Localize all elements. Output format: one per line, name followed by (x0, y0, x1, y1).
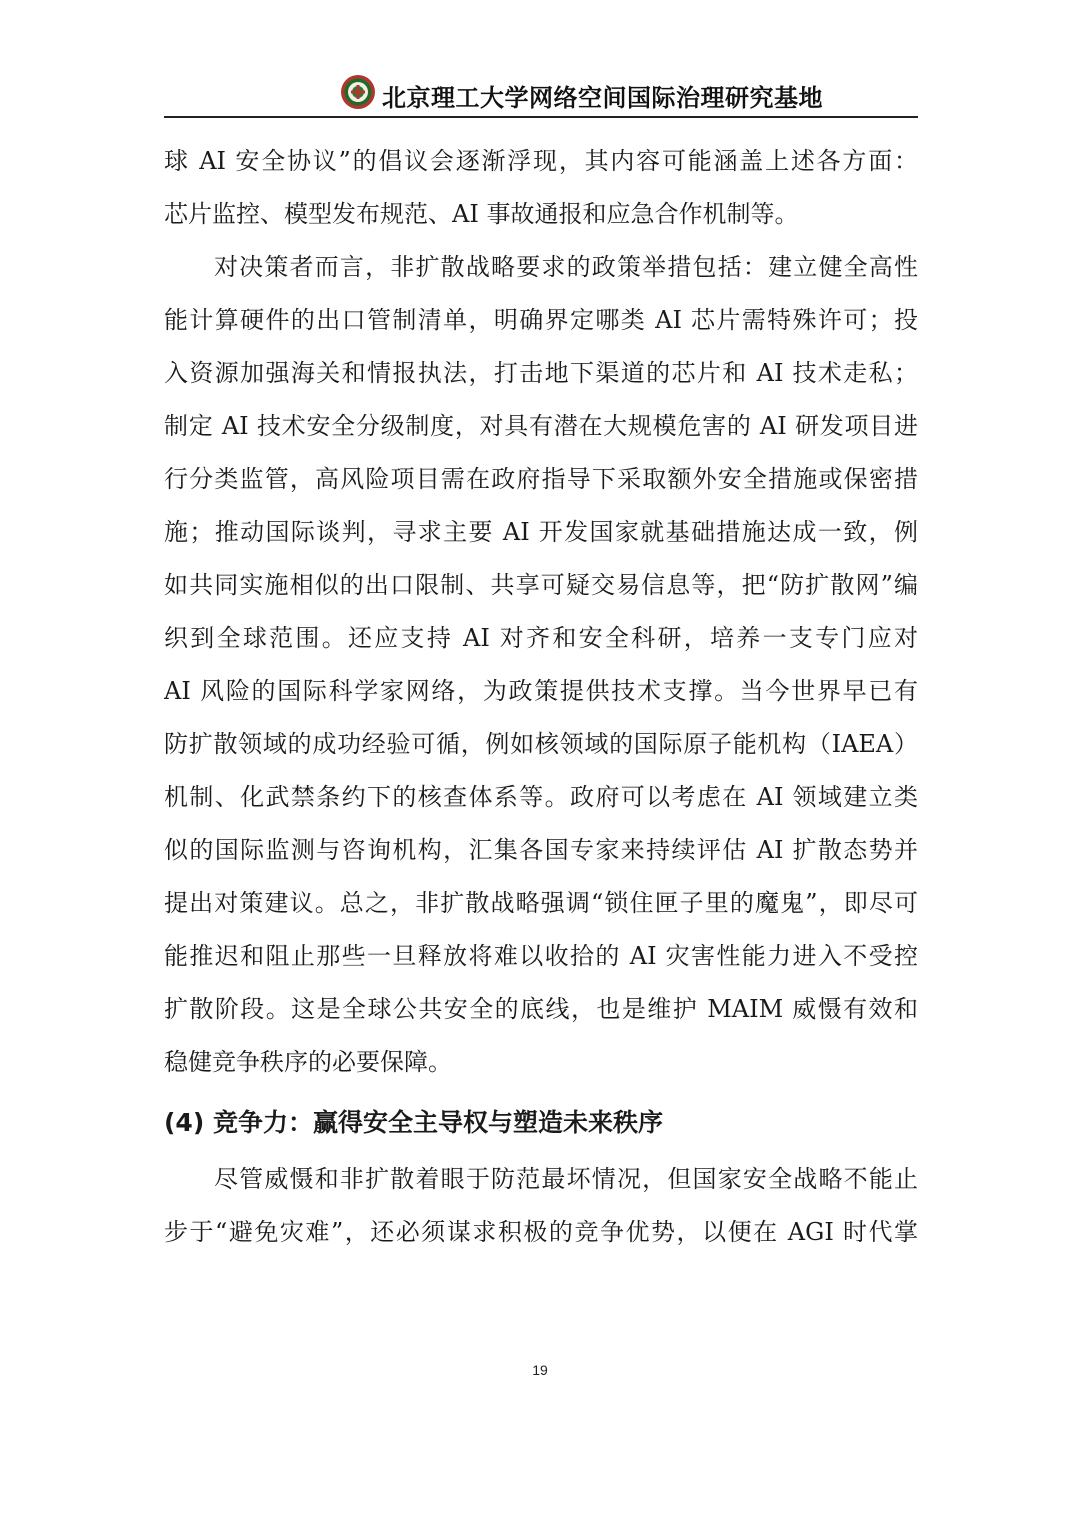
text-line: 球 AI 安全协议”的倡议会逐渐浮现，其内容可能涵盖上述各方面： (164, 147, 918, 175)
section-heading: (4) 竞争力：赢得安全主导权与塑造未来秩序 (164, 1108, 663, 1137)
text-line: 对决策者而言，非扩散战略要求的政策举措包括：建立健全高性 (214, 253, 918, 281)
text-line: 提出对策建议。总之，非扩散战略强调“锁住匣子里的魔鬼”，即尽可 (164, 889, 918, 917)
header-title: 北京理工大学网络空间国际治理研究基地 (382, 84, 823, 112)
document-body (164, 135, 918, 1259)
text-line: 织到全球范围。还应支持 AI 对齐和安全科研，培养一支专门应对 (164, 624, 918, 652)
text-line: AI 风险的国际科学家网络，为政策提供技术支撑。当今世界早已有 (164, 677, 918, 705)
text-line: 芯片监控、模型发布规范、AI 事故通报和应急合作机制等。 (164, 200, 799, 228)
text-line: 机制、化武禁条约下的核查体系等。政府可以考虑在 AI 领域建立类 (164, 783, 918, 811)
text-line: 稳健竞争秩序的必要保障。 (164, 1048, 452, 1076)
text-line: 制定 AI 技术安全分级制度，对具有潜在大规模危害的 AI 研发项目进 (164, 412, 918, 440)
text-line: 扩散阶段。这是全球公共安全的底线，也是维护 MAIM 威慑有效和 (164, 995, 918, 1023)
text-line: 防扩散领域的成功经验可循，例如核领域的国际原子能机构（IAEA） (164, 730, 918, 758)
text-line: 步于“避免灾难”，还必须谋求积极的竞争优势，以便在 AGI 时代掌 (164, 1218, 918, 1246)
university-seal-icon (340, 74, 376, 110)
text-line: 入资源加强海关和情报执法，打击地下渠道的芯片和 AI 技术走私； (164, 359, 918, 387)
text-line: 施；推动国际谈判，寻求主要 AI 开发国家就基础措施达成一致，例 (164, 518, 918, 546)
text-line: 如共同实施相似的出口限制、共享可疑交易信息等，把“防扩散网”编 (164, 571, 918, 599)
text-line: 行分类监管，高风险项目需在政府指导下采取额外安全措施或保密措 (164, 465, 918, 493)
text-line: 能推迟和阻止那些一旦释放将难以收拾的 AI 灾害性能力进入不受控 (164, 942, 918, 970)
page-number: 19 (532, 1362, 548, 1378)
text-line: 似的国际监测与咨询机构，汇集各国专家来持续评估 AI 扩散态势并 (164, 836, 918, 864)
page-header (164, 70, 918, 118)
text-line: 能计算硬件的出口管制清单，明确界定哪类 AI 芯片需特殊许可；投 (164, 306, 918, 334)
text-line: 尽管威慑和非扩散着眼于防范最坏情况，但国家安全战略不能止 (214, 1165, 918, 1193)
